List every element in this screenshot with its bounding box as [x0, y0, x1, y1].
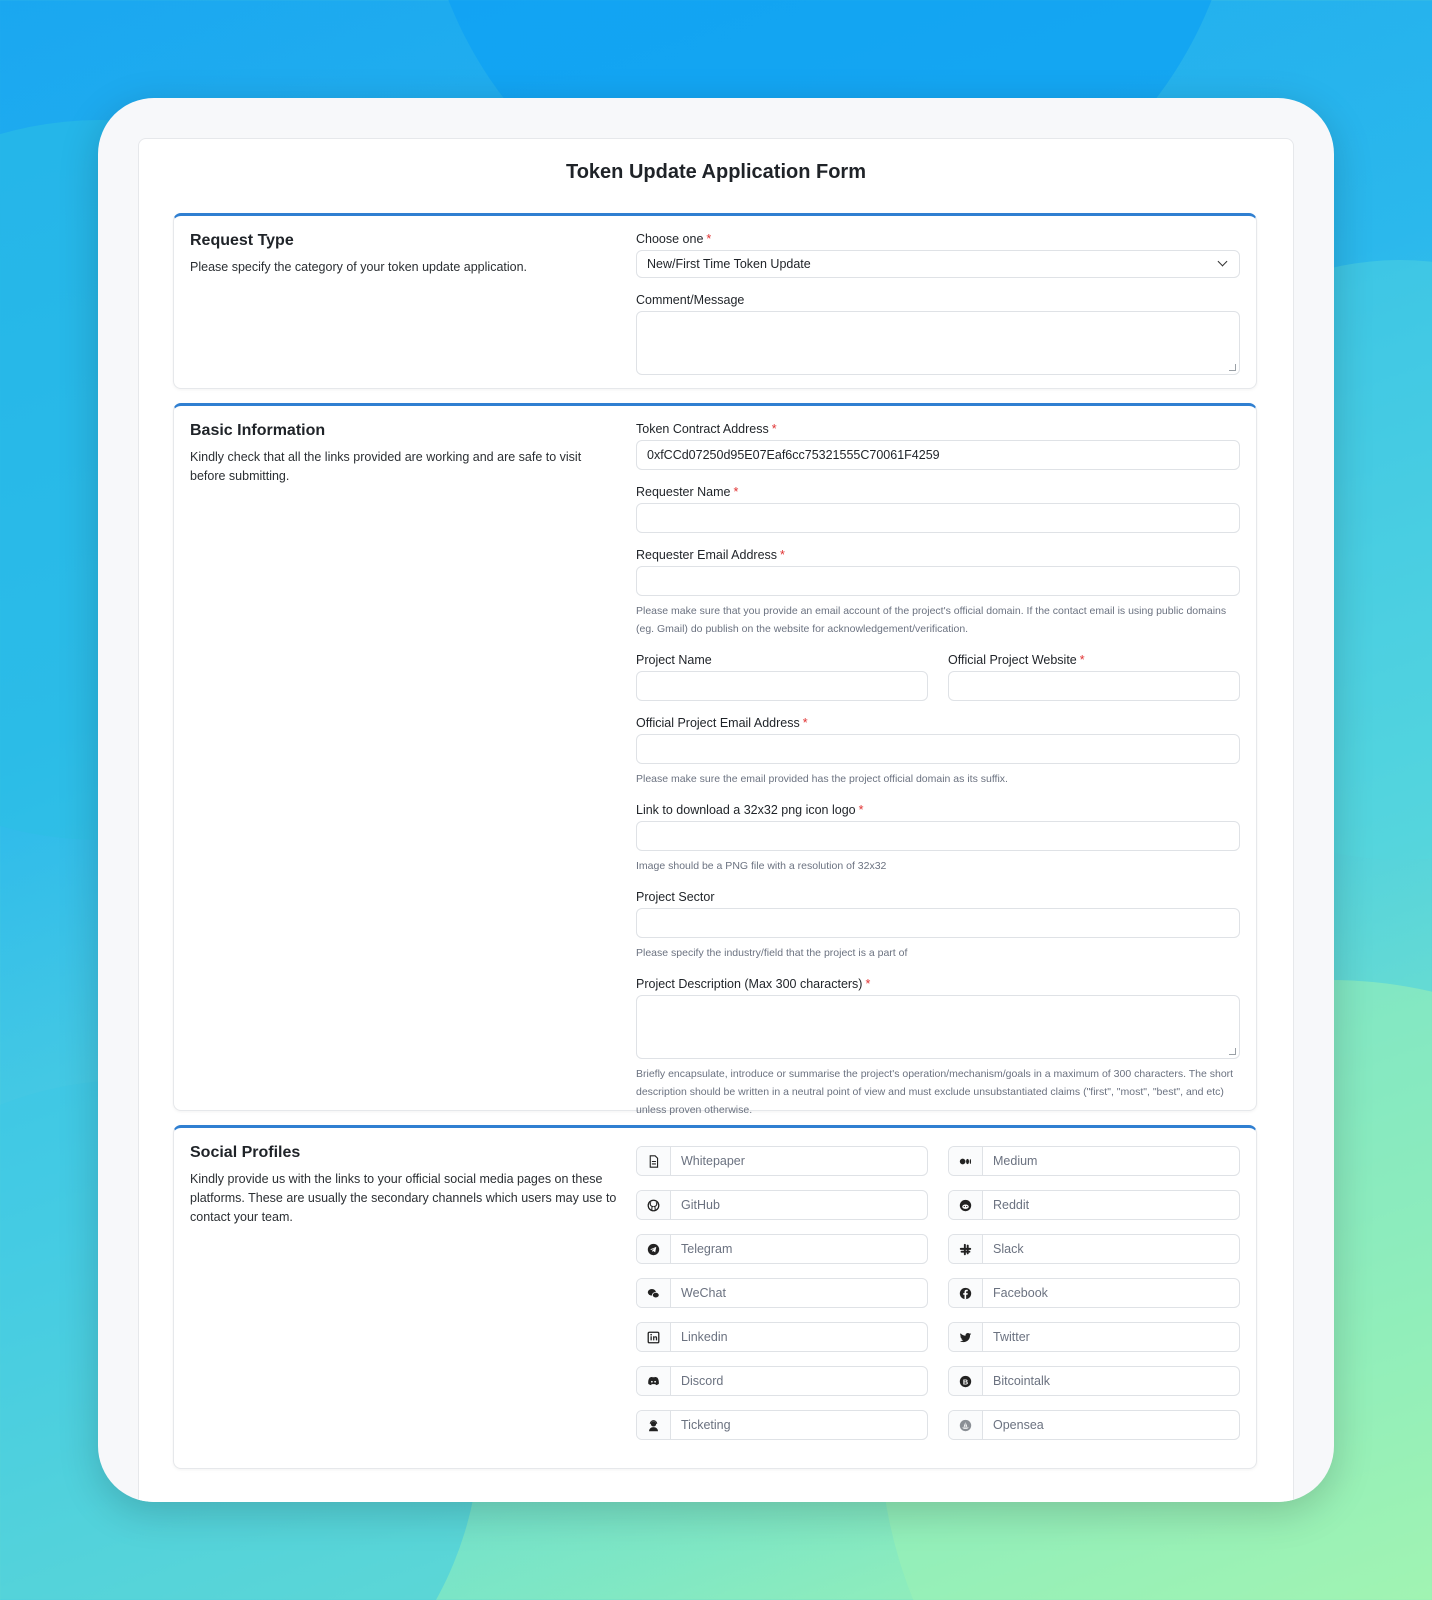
section-title: Request Type — [190, 232, 294, 249]
project-name-input[interactable] — [636, 671, 928, 701]
linkedin-icon — [637, 1323, 671, 1351]
required-mark: * — [706, 232, 712, 246]
required-mark: * — [780, 548, 785, 562]
bitcointalk-icon — [949, 1367, 983, 1395]
social-input-reddit[interactable]: Reddit — [948, 1190, 1240, 1220]
required-mark: * — [865, 977, 871, 991]
field-label: Comment/Message — [636, 293, 745, 307]
section-description: Kindly provide us with the links to your official social media pages on these platforms. These are usually the secondary channels which users may use to contact your team. — [190, 1172, 617, 1224]
section-title: Basic Information — [190, 422, 326, 439]
slack-icon — [949, 1235, 983, 1263]
social-profiles-section — [173, 1125, 1257, 1469]
field-hint: Please make sure that you provide an email account of the project's official domain. If the contact email is using public domains (eg. Gmail) do publish on the website for acknowledgement/verification. — [636, 605, 1227, 635]
github-icon — [637, 1191, 671, 1219]
social-links-grid — [636, 1146, 1240, 1440]
required-mark: * — [733, 485, 739, 499]
field-label: Link to download a 32x32 png icon logo * — [636, 803, 864, 817]
form-card — [138, 138, 1294, 1502]
required-mark: * — [802, 716, 808, 730]
social-input-twitter[interactable]: Twitter — [948, 1322, 1240, 1352]
project-description-textarea[interactable] — [636, 995, 1240, 1059]
field-label: Token Contract Address * — [636, 422, 777, 436]
chevron-down-icon — [1217, 258, 1229, 270]
resize-handle[interactable] — [1229, 1048, 1236, 1055]
basic-info-section — [173, 403, 1257, 1116]
discord-icon — [637, 1367, 671, 1395]
social-input-facebook[interactable]: Facebook — [948, 1278, 1240, 1308]
required-mark: * — [771, 422, 777, 436]
requester-name-input[interactable] — [636, 503, 1240, 533]
social-input-telegram[interactable]: Telegram — [636, 1234, 928, 1264]
field-hint: Please specify the industry/field that the project is a part of — [636, 947, 908, 959]
project-sector-input[interactable] — [636, 908, 1240, 938]
field-hint: Image should be a PNG file with a resolution of 32x32 — [636, 860, 887, 872]
field-label: Choose one * — [636, 232, 712, 246]
form-title: Token Update Application Form — [565, 161, 866, 183]
required-mark: * — [858, 803, 864, 817]
field-label: Project Name — [636, 653, 712, 667]
section-description: Kindly check that all the links provided are working and are safe to visit before submitting. — [190, 450, 582, 483]
twitter-icon — [949, 1323, 983, 1351]
ticketing-icon — [637, 1411, 671, 1439]
social-input-whitepaper[interactable]: Whitepaper — [636, 1146, 928, 1176]
field-label: Requester Email Address * — [636, 548, 785, 562]
required-mark: * — [1079, 653, 1085, 667]
opensea-icon — [949, 1411, 983, 1439]
field-hint: Briefly encapsulate, introduce or summarise the project's operation/mechanism/goals in a maximum of 300 characters. The short description should be written in a neutral point of view and must exclude unsubstantiated claims ("first", "most", "best", and etc) unless proven otherwise. — [636, 1068, 1234, 1116]
field-label: Official Project Website * — [948, 653, 1085, 667]
social-input-discord[interactable]: Discord — [636, 1366, 928, 1396]
telegram-icon — [637, 1235, 671, 1263]
social-input-slack[interactable]: Slack — [948, 1234, 1240, 1264]
field-hint: Please make sure the email provided has the project official domain as its suffix. — [636, 773, 1008, 785]
reddit-icon — [949, 1191, 983, 1219]
social-input-bitcointalk[interactable]: B Bitcointalk — [948, 1366, 1240, 1396]
wechat-icon — [637, 1279, 671, 1307]
comment-textarea[interactable] — [636, 311, 1240, 375]
resize-handle[interactable] — [1229, 364, 1236, 371]
social-input-github[interactable]: GitHub — [636, 1190, 928, 1220]
field-label: Requester Name * — [636, 485, 739, 499]
social-input-linkedin[interactable]: Linkedin — [636, 1322, 928, 1352]
medium-icon — [949, 1147, 983, 1175]
logo-link-input[interactable] — [636, 821, 1240, 851]
device-frame — [98, 98, 1334, 1502]
request-type-select-value: New/First Time Token Update — [647, 257, 811, 271]
field-label: Official Project Email Address * — [636, 716, 808, 730]
request-type-section — [173, 213, 1257, 389]
social-input-opensea[interactable]: Opensea — [948, 1410, 1240, 1440]
svg-text:B: B — [962, 1376, 969, 1386]
token-contract-address-input[interactable]: 0xfCCd07250d95E07Eaf6cc75321555C70061F4259 — [636, 440, 1240, 470]
section-description: Please specify the category of your token update application. — [190, 260, 528, 274]
document-icon — [637, 1147, 671, 1175]
project-email-input[interactable] — [636, 734, 1240, 764]
facebook-icon — [949, 1279, 983, 1307]
section-title: Social Profiles — [190, 1144, 301, 1161]
request-type-select[interactable] — [636, 250, 1240, 278]
requester-email-input[interactable] — [636, 566, 1240, 596]
project-website-input[interactable] — [948, 671, 1240, 701]
social-input-ticketing[interactable]: Ticketing — [636, 1410, 928, 1440]
social-input-medium[interactable]: Medium — [948, 1146, 1240, 1176]
field-label: Project Description (Max 300 characters) * — [636, 977, 871, 991]
field-label: Project Sector — [636, 890, 715, 904]
social-input-wechat[interactable]: WeChat — [636, 1278, 928, 1308]
